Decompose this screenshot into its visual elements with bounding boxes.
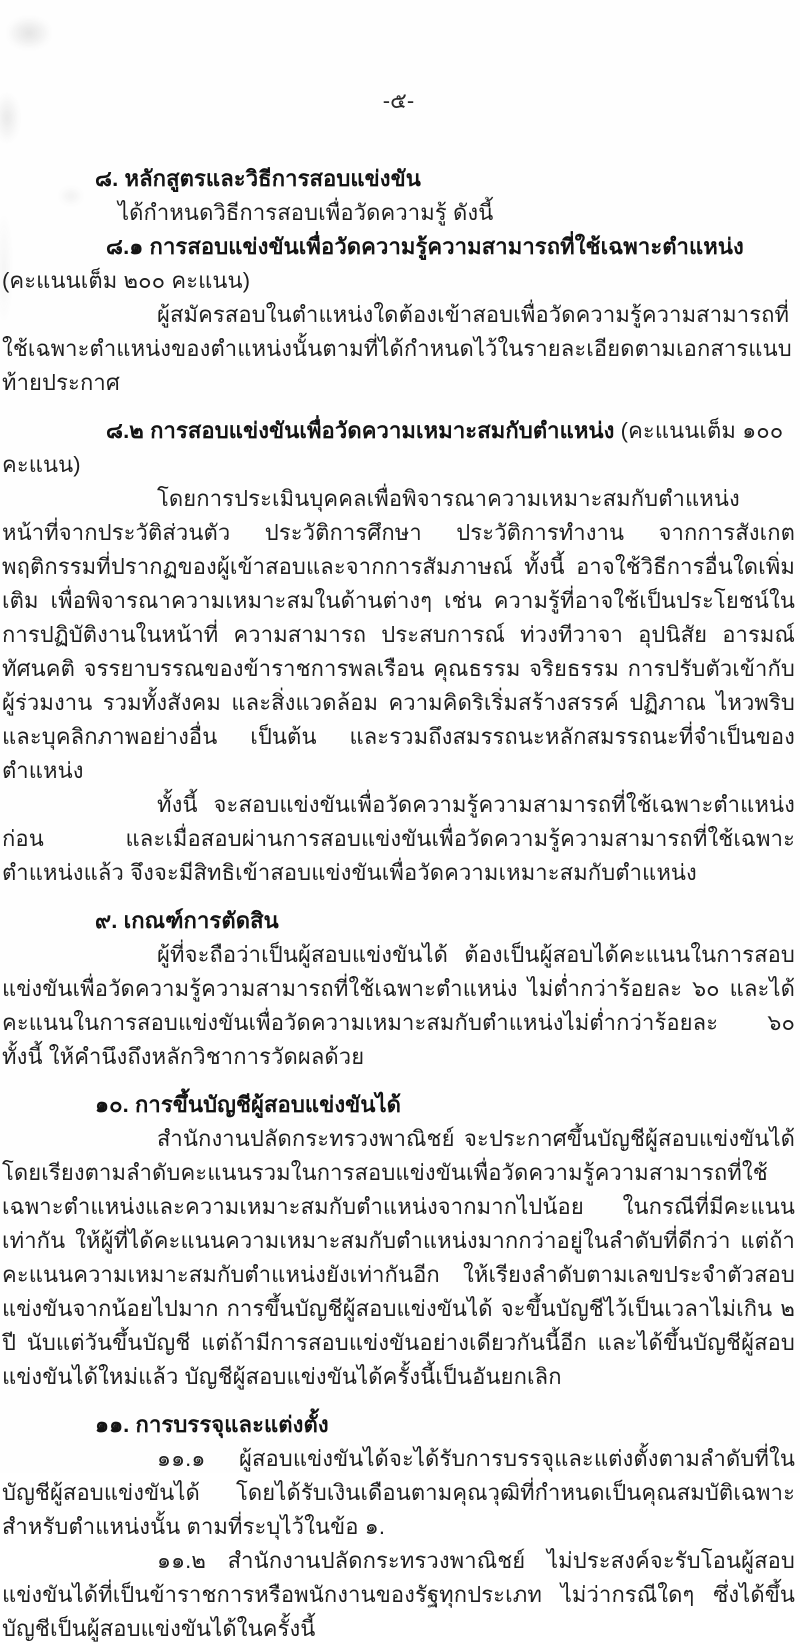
subsection-8-1-score-note: (คะแนนเต็ม ๒๐๐ คะแนน): [2, 268, 251, 293]
subsection-8-2-title-line: [2, 414, 795, 482]
section-8-heading: ๘. หลักสูตรและวิธีการสอบแข่งขัน: [95, 166, 421, 191]
section-8-intro: ได้กำหนดวิธีการสอบเพื่อวัดความรู้ ดังนี้: [118, 200, 494, 225]
subsection-8-1-title: ๘.๑ การสอบแข่งขันเพื่อวัดความรู้ความสามารถที่ใช้เฉพาะตำแหน่ง: [106, 234, 744, 259]
subsection-8-2-score-note: (คะแนนเต็ม ๑๐๐ คะแนน): [2, 418, 784, 477]
page-number: -๕-: [382, 88, 415, 113]
section-9-paragraph: ผู้ที่จะถือว่าเป็นผู้สอบแข่งขันได้ ต้องเป็นผู้สอบได้คะแนนในการสอบแข่งขันเพื่อวัดความรู้ความสามารถที่ใช้เฉพาะตำแหน่ง ไม่ต่ำกว่าร้อยละ ๖๐ และได้คะแนนในการสอบแข่งขันเพื่อวัดความเหมาะสมกับตำแหน่งไม่ต่ำกว่าร้อยละ ๖๐ ทั้งนี้ ให้คำนึงถึงหลักวิชาการวัดผลด้วย: [2, 942, 795, 1069]
subsection-8-1-paragraph: ผู้สมัครสอบในตำแหน่งใดต้องเข้าสอบเพื่อวัดความรู้ความสามารถที่ใช้เฉพาะตำแหน่งของตำแหน่งนั้นตามที่ได้กำหนดไว้ในรายละเอียดตามเอกสารแนบท้ายประกาศ: [2, 302, 792, 395]
subsection-8-1-title-line: [2, 230, 795, 298]
subsection-8-2-title: ๘.๒ การสอบแข่งขันเพื่อวัดความเหมาะสมกับตำแหน่ง: [106, 418, 615, 443]
section-9-heading: ๙. เกณฑ์การตัดสิน: [95, 908, 279, 933]
section-11-paragraph-1: ๑๑.๑ ผู้สอบแข่งขันได้จะได้รับการบรรจุและแต่งตั้งตามลำดับที่ในบัญชีผู้สอบแข่งขันได้ โดยได้รับเงินเดือนตามคุณวุฒิที่กำหนดเป็นคุณสมบัติเฉพาะสำหรับตำแหน่งนั้น ตามที่ระบุไว้ในข้อ ๑.: [2, 1446, 795, 1539]
scan-artifact: [58, 186, 84, 206]
section-10-paragraph: สำนักงานปลัดกระทรวงพาณิชย์ จะประกาศขึ้นบัญชีผู้สอบแข่งขันได้ โดยเรียงตามลำดับคะแนนรวมในการสอบแข่งขันเพื่อวัดความรู้ความสามารถที่ใช้เฉพาะตำแหน่งและความเหมาะสมกับตำแหน่งจากมากไปน้อย ในกรณีที่มีคะแนนเท่ากัน ให้ผู้ที่ได้คะแนนความเหมาะสมกับตำแหน่งมากกว่าอยู่ในลำดับที่ดีกว่า แต่ถ้าคะแนนความเหมาะสมกับตำแหน่งยังเท่ากันอีก ให้เรียงลำดับตามเลขประจำตัวสอบแข่งขันจากน้อยไปมาก การขึ้นบัญชีผู้สอบแข่งขันได้ จะขึ้นบัญชีไว้เป็นเวลาไม่เกิน ๒ ปี นับแต่วันขึ้นบัญชี แต่ถ้ามีการสอบแข่งขันอย่างเดียวกันนี้อีก และได้ขึ้นบัญชีผู้สอบแข่งขันได้ใหม่แล้ว บัญชีผู้สอบแข่งขันได้ครั้งนี้เป็นอันยกเลิก: [2, 1126, 795, 1389]
subsection-8-2-paragraph-2: ทั้งนี้ จะสอบแข่งขันเพื่อวัดความรู้ความสามารถที่ใช้เฉพาะตำแหน่งก่อน และเมื่อสอบผ่านการสอบแข่งขันเพื่อวัดความรู้ความสามารถที่ใช้เฉพาะตำแหน่งแล้ว จึงจะมีสิทธิเข้าสอบแข่งขันเพื่อวัดความเหมาะสมกับตำแหน่ง: [2, 792, 795, 885]
section-11-paragraph-2: ๑๑.๒ สำนักงานปลัดกระทรวงพาณิชย์ ไม่ประสงค์จะรับโอนผู้สอบแข่งขันได้ที่เป็นข้าราชการหรือพนักงานของรัฐทุกประเภท ไม่ว่ากรณีใดๆ ซึ่งได้ขึ้นบัญชีเป็นผู้สอบแข่งขันได้ในครั้งนี้: [2, 1548, 795, 1641]
section-10-heading: ๑๐. การขึ้นบัญชีผู้สอบแข่งขันได้: [95, 1092, 402, 1117]
subsection-8-2-paragraph-1: โดยการประเมินบุคคลเพื่อพิจารณาความเหมาะสมกับตำแหน่งหน้าที่จากประวัติส่วนตัว ประวัติการศึกษา ประวัติการทำงาน จากการสังเกตพฤติกรรมที่ปรากฏของผู้เข้าสอบและจากการสัมภาษณ์ ทั้งนี้ อาจใช้วิธีการอื่นใดเพิ่มเติม เพื่อพิจารณาความเหมาะสมในด้านต่างๆ เช่น ความรู้ที่อาจใช้เป็นประโยชน์ในการปฏิบัติงานในหน้าที่ ความสามารถ ประสบการณ์ ท่วงทีวาจา อุปนิสัย อารมณ์ ทัศนคติ จรรยาบรรณของข้าราชการพลเรือน คุณธรรม จริยธรรม การปรับตัวเข้ากับผู้ร่วมงาน รวมทั้งสังคม และสิ่งแวดล้อม ความคิดริเริ่มสร้างสรรค์ ปฏิภาณ ไหวพริบ และบุคลิกภาพอย่างอื่น เป็นต้น และรวมถึงสมรรถนะหลักสมรรถนะที่จำเป็นของตำแหน่ง: [2, 486, 795, 783]
section-11-heading: ๑๑. การบรรจุและแต่งตั้ง: [95, 1412, 329, 1437]
